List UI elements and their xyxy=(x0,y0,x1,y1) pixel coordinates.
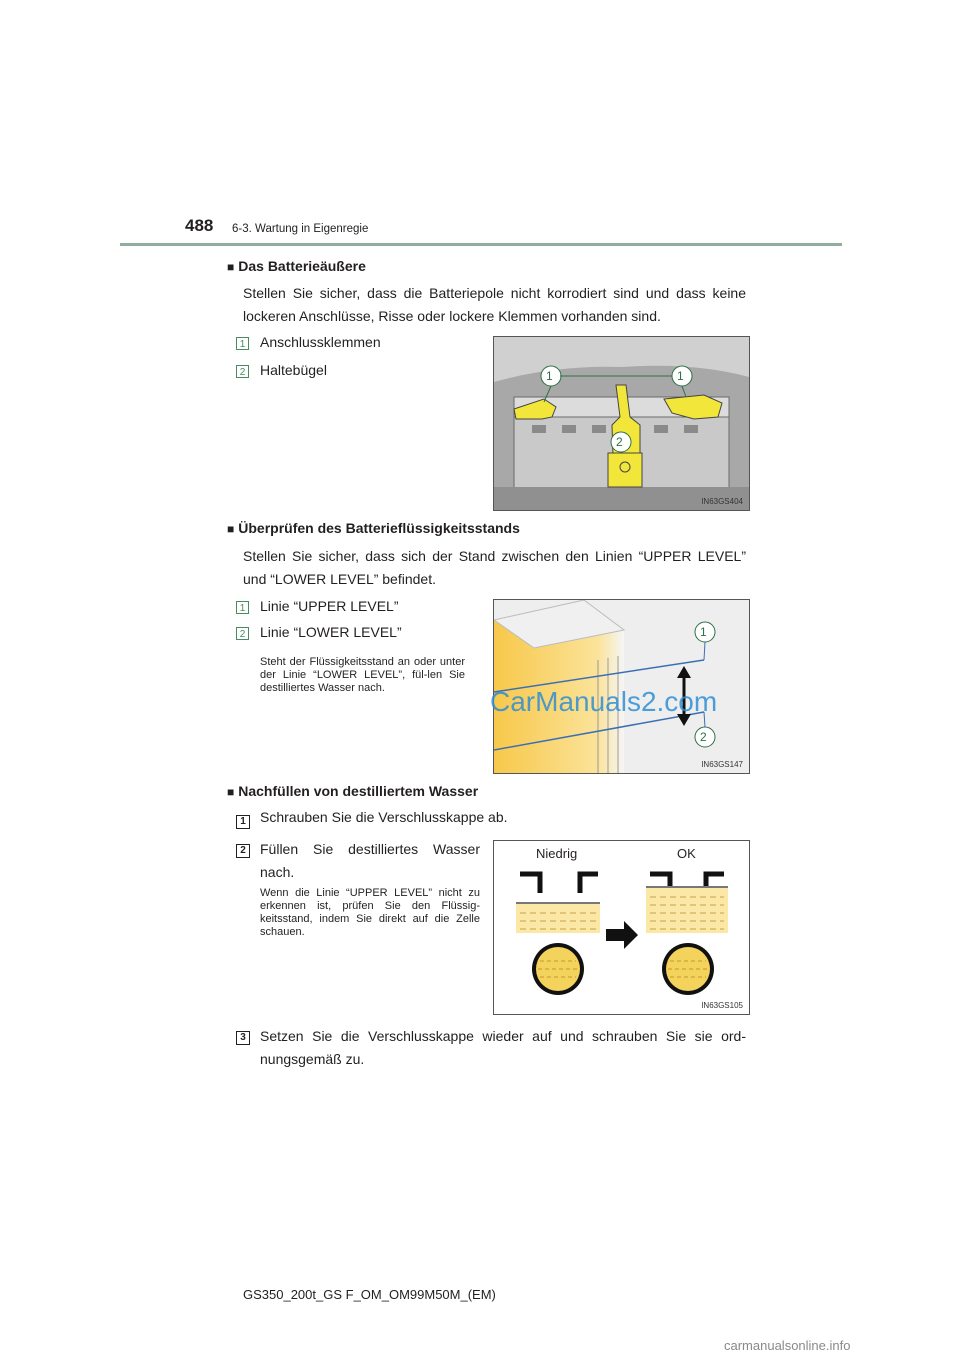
item-number-badge: 1 xyxy=(236,601,249,614)
page-number: 488 xyxy=(185,216,214,235)
step-3 xyxy=(236,1027,250,1045)
callout-upper: 1 xyxy=(700,625,707,639)
step-3-text: Setzen Sie die Verschlusskappe wieder auf und schrauben Sie sie ord-nungsgemäß zu. xyxy=(260,1028,746,1067)
section2-text: Stellen Sie sicher, dass sich der Stand zwischen den Linien “UPPER LEVEL” und “LOWER LEVEL” befindet. xyxy=(243,548,746,587)
figure-code: IN63GS404 xyxy=(701,497,743,506)
step-1 xyxy=(236,811,250,829)
item-label: Linie “LOWER LEVEL” xyxy=(260,624,402,640)
section2-heading xyxy=(227,520,520,536)
header-rule xyxy=(120,243,842,246)
step-number-box: 2 xyxy=(236,844,250,858)
step-number-box: 3 xyxy=(236,1031,250,1045)
callout-1a: 1 xyxy=(546,369,553,383)
section2-item-1 xyxy=(236,598,399,614)
item-number-badge: 2 xyxy=(236,627,249,640)
item-number-badge: 2 xyxy=(236,365,249,378)
section1-title: Das Batterieäußere xyxy=(238,258,366,274)
step-2-text: Füllen Sie destilliertes Wasser nach. xyxy=(260,841,480,880)
section1-item-1 xyxy=(236,334,381,350)
callout-lower: 2 xyxy=(700,730,707,744)
label-low: Niedrig xyxy=(536,846,578,861)
section1-text: Stellen Sie sicher, dass die Batteriepole nicht korrodiert sind und dass keine lockeren Anschlüsse, Risse oder lockere Klemmen vorhanden sind. xyxy=(243,285,746,324)
step-number-box: 1 xyxy=(236,815,250,829)
section1-item-2 xyxy=(236,362,327,378)
document-footer: GS350_200t_GS F_OM_OM99M50M_(EM) xyxy=(243,1287,496,1302)
section3-title: Nachfüllen von destilliertem Wasser xyxy=(238,783,479,799)
item-number-badge: 1 xyxy=(236,337,249,350)
watermark-bottom: carmanualsonline.info xyxy=(724,1338,851,1353)
section1-marker: ■ xyxy=(227,260,235,274)
item-label: Anschlussklemmen xyxy=(260,334,381,350)
section2-title: Überprüfen des Batterieflüssigkeitsstands xyxy=(238,520,520,536)
section3-note: Wenn die Linie “UPPER LEVEL” nicht zu erkennen ist, prüfen Sie den Flüssig-keitsstand, indem Sie direkt auf die Zelle schauen. xyxy=(260,887,480,938)
section2-item-2 xyxy=(236,624,402,640)
section2-note: Steht der Flüssigkeitsstand an oder unter der Linie “LOWER LEVEL”, fül-len Sie destilliertes Wasser nach. xyxy=(260,656,465,694)
section2-marker: ■ xyxy=(227,522,235,536)
item-label: Haltebügel xyxy=(260,362,327,378)
item-label: Linie “UPPER LEVEL” xyxy=(260,598,399,614)
watermark: CarManuals2.com xyxy=(490,686,718,717)
refill-illustration xyxy=(494,841,749,1014)
step-1-text: Schrauben Sie die Verschlusskappe ab. xyxy=(260,809,508,825)
figure-code: IN63GS105 xyxy=(701,1001,743,1010)
battery-exterior-illustration xyxy=(494,337,749,510)
callout-1b: 1 xyxy=(677,369,684,383)
refill-figure xyxy=(493,840,750,1015)
figure-code: IN63GS147 xyxy=(701,760,743,769)
section3-heading xyxy=(227,783,478,799)
chapter-title: 6-3. Wartung in Eigenregie xyxy=(232,223,369,235)
label-ok: OK xyxy=(677,846,696,861)
step-2 xyxy=(236,840,250,858)
section1-heading xyxy=(227,258,366,274)
section3-marker: ■ xyxy=(227,785,235,799)
battery-exterior-figure xyxy=(493,336,750,511)
callout-2: 2 xyxy=(616,435,623,449)
